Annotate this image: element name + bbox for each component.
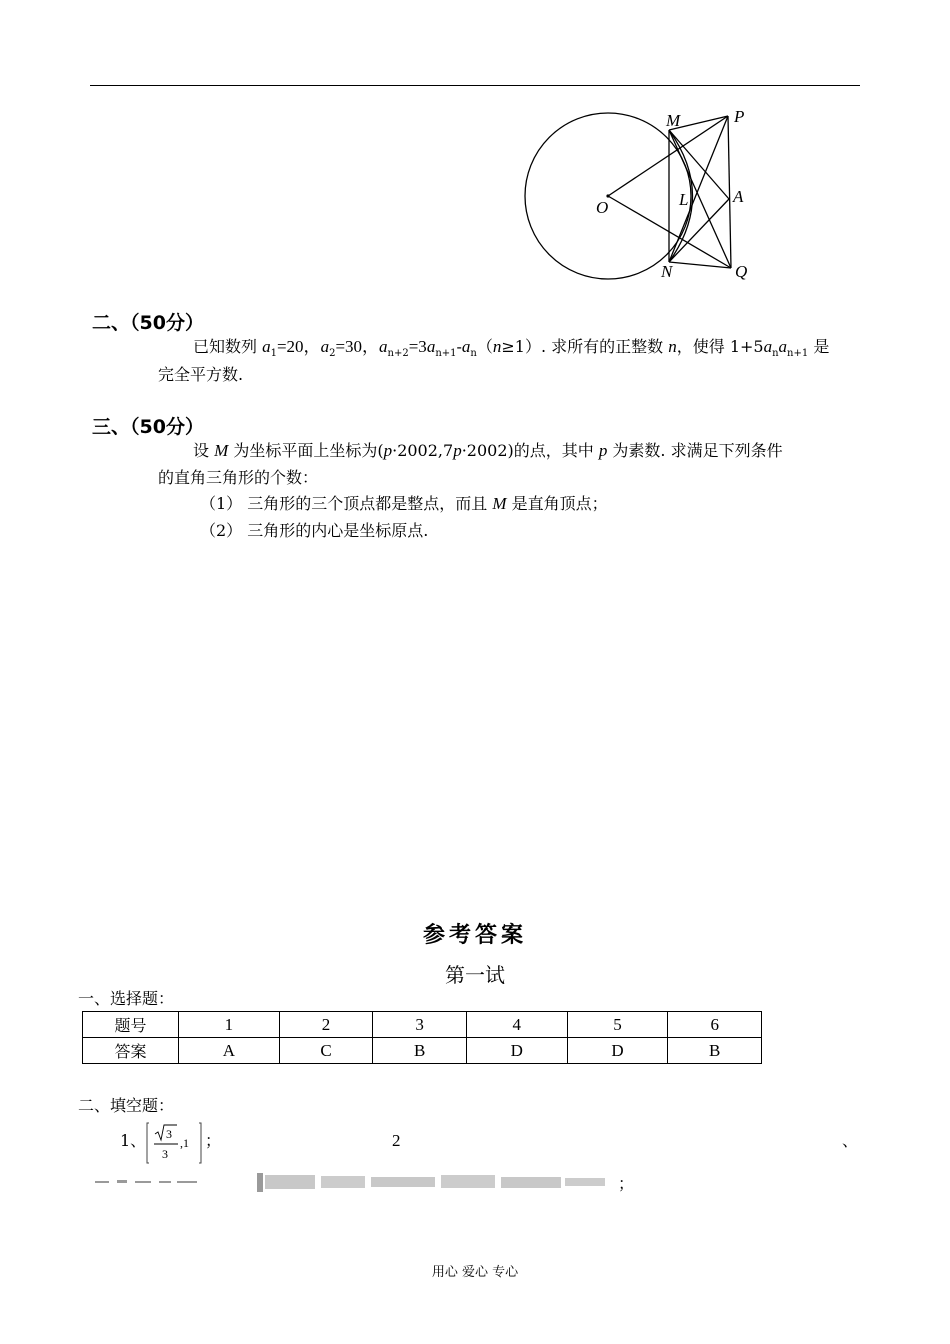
- fill-heading: 二、填空题：: [78, 1096, 175, 1115]
- table-cell: 3: [373, 1012, 467, 1038]
- table-cell: 1: [179, 1012, 280, 1038]
- table-cell: 5: [567, 1012, 668, 1038]
- table-cell: 4: [466, 1012, 567, 1038]
- section-3-item-1: （1） 三角形的三个顶点都是整点，而且 M 是直角顶点；: [200, 494, 608, 513]
- answers-subtitle: 第一试: [445, 963, 505, 987]
- answer-table: [82, 1011, 762, 1064]
- mc-heading: 一、选择题：: [78, 989, 175, 1008]
- table-cell: A: [179, 1038, 280, 1064]
- section-3-item-2: （2） 三角形的内心是坐标原点.: [200, 521, 429, 540]
- table-cell: 答案: [83, 1038, 179, 1064]
- fill-semicolon: ；: [205, 1131, 222, 1150]
- label-n: N: [661, 262, 673, 281]
- fill-comma: 、: [842, 1131, 859, 1150]
- label-o: O: [596, 198, 609, 217]
- table-cell: 2: [279, 1012, 373, 1038]
- section-3-line-1: 设 M 为坐标平面上坐标为(p·2002,7p·2002)的点，其中 p 为素数. 求满足下列条件: [193, 441, 783, 460]
- table-cell: D: [567, 1038, 668, 1064]
- fill-2-number: 2: [392, 1131, 401, 1150]
- label-a: A: [733, 187, 744, 206]
- table-row: [83, 1038, 762, 1064]
- section-2-line-1: 已知数列 $a_1=20$，$a_2=30$，$a_{n+2}=3a_{n+1}-a_n(n\ge 1)$. 求所有的正整数 n，使得 $1+5a_na_{n+1}$ 是: [193, 337, 830, 360]
- fill-1-denominator: 3: [162, 1147, 168, 1161]
- table-cell: C: [279, 1038, 373, 1064]
- label-l: L: [679, 190, 689, 209]
- garbled-text-line: [95, 1170, 615, 1194]
- table-row: [83, 1012, 762, 1038]
- fill-1-prefix: 1、: [120, 1131, 147, 1150]
- line-na: [669, 199, 729, 262]
- table-cell: 6: [668, 1012, 762, 1038]
- section-3-line-2: 的直角三角形的个数：: [158, 468, 319, 487]
- label-q: Q: [735, 262, 748, 281]
- table-cell: B: [373, 1038, 467, 1064]
- page-footer: 用心 爱心 专心: [431, 1265, 519, 1280]
- section-2-line-2: 完全平方数.: [158, 365, 244, 384]
- geometry-figure: [520, 105, 780, 290]
- label-m: M: [666, 111, 681, 130]
- fill-1-tail: ,1: [180, 1136, 189, 1150]
- fill-semicolon-2: ；: [618, 1174, 635, 1193]
- table-cell: 题号: [83, 1012, 179, 1038]
- fill-1-formula: [143, 1121, 205, 1165]
- fill-1-sqrt-value: 3: [166, 1127, 172, 1141]
- table-cell: D: [466, 1038, 567, 1064]
- answers-title: 参考答案: [422, 922, 527, 948]
- label-p: P: [734, 107, 745, 126]
- section-2-heading: 二、（50分）: [92, 312, 204, 334]
- section-3-heading: 三、（50分）: [92, 416, 204, 438]
- header-rule: [90, 85, 860, 86]
- line-pq: [728, 116, 731, 268]
- table-cell: B: [668, 1038, 762, 1064]
